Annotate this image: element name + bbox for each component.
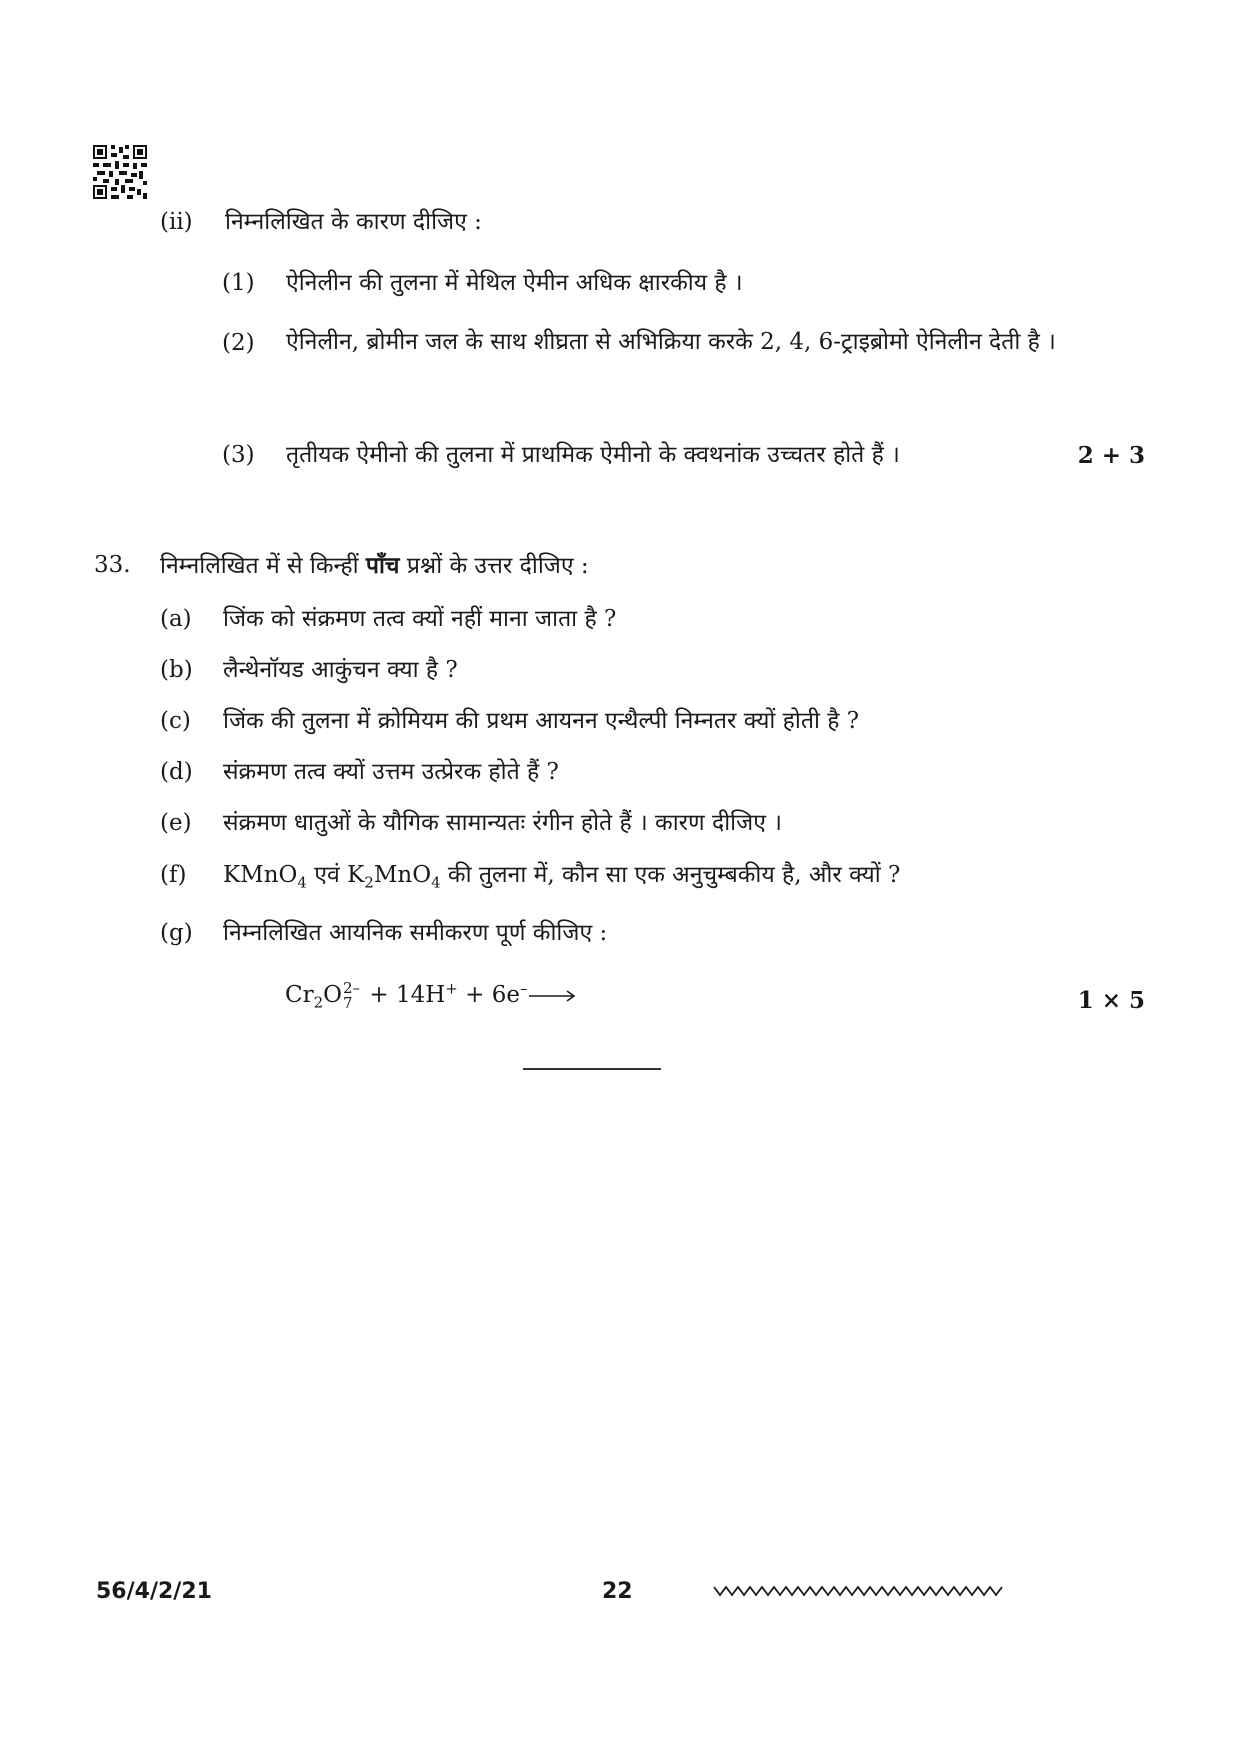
item-1-number: (1) <box>222 270 255 296</box>
eq-o-stack <box>343 981 360 1011</box>
eq-o-superscript: 2– <box>343 979 361 997</box>
option-f-label: (f) <box>160 862 187 888</box>
item-2-text: ऐनिलीन, ब्रोमीन जल के साथ शीघ्रता से अभिक्रिया करके 2, 4, 6-ट्राइब्रोमो ऐनिलीन देती है । <box>286 329 1056 355</box>
kmno4: KMnO <box>223 862 298 888</box>
option-c-label: (c) <box>160 708 191 734</box>
option-a-text: जिंक को संक्रमण तत्व क्यों नहीं माना जाता है ? <box>223 606 617 632</box>
page-number: 22 <box>602 1579 633 1604</box>
part-ii-label: (ii) <box>160 209 193 235</box>
option-f-text <box>223 860 900 891</box>
item-3-text: तृतीयक ऐमीनो की तुलना में प्राथमिक ऐमीनो के क्वथनांक उच्चतर होते हैं । <box>286 442 900 468</box>
eq-e: + 6e <box>457 982 520 1008</box>
eq-h: + 14H <box>362 982 446 1008</box>
part-ii-marks: 2 + 3 <box>1077 442 1145 469</box>
option-g-label: (g) <box>160 920 193 946</box>
option-e-text: संक्रमण धातुओं के यौगिक सामान्यतः रंगीन होते हैं । कारण दीजिए । <box>223 810 782 836</box>
option-e-label: (e) <box>160 810 192 836</box>
k2-subscript: 2 <box>364 873 374 892</box>
item-2-number: (2) <box>222 330 255 356</box>
option-b-label: (b) <box>160 657 193 683</box>
qr-code-icon <box>93 145 147 199</box>
ionic-equation <box>285 980 577 1011</box>
q33-marks: 1 × 5 <box>1077 987 1145 1014</box>
question-33-number: 33. <box>94 552 131 578</box>
option-b-text: लैन्थेनॉयड आकुंचन क्या है ? <box>223 657 458 683</box>
prompt-before: निम्नलिखित में से किन्हीं <box>160 553 366 579</box>
footer-code: 56/4/2/21 <box>96 1579 212 1604</box>
k2mno4-mno: MnO <box>373 862 432 888</box>
option-a-label: (a) <box>160 606 192 632</box>
end-rule <box>523 1068 661 1070</box>
eq-h-superscript: + <box>445 979 458 998</box>
wavy-line-icon <box>712 1582 1008 1598</box>
prompt-after: प्रश्नों के उत्तर दीजिए : <box>399 553 589 579</box>
option-d-text: संक्रमण तत्व क्यों उत्तम उत्प्रेरक होते हैं ? <box>223 759 559 785</box>
reaction-arrow-icon <box>527 989 577 1003</box>
item-1-text: ऐनिलीन की तुलना में मेथिल ऐमीन अधिक क्षारकीय है । <box>286 270 743 296</box>
option-c-text: जिंक की तुलना में क्रोमियम की प्रथम आयनन एन्थैल्पी निम्नतर क्यों होती है ? <box>223 708 860 734</box>
and-word: एवं <box>306 862 348 888</box>
option-d-label: (d) <box>160 759 193 785</box>
eq-e-superscript: – <box>519 979 528 998</box>
question-33-prompt <box>160 550 589 582</box>
eq-o: O <box>323 982 342 1008</box>
eq-cr-subscript: 2 <box>313 993 324 1012</box>
kmno4-subscript: 4 <box>297 873 307 892</box>
option-g-text: निम्नलिखित आयनिक समीकरण पूर्ण कीजिए : <box>223 920 608 946</box>
k2mno4-k: K <box>347 862 365 888</box>
option-f-rest: की तुलना में, कौन सा एक अनुचुम्बकीय है, और क्यों ? <box>440 862 901 888</box>
k2mno4-subscript: 4 <box>431 873 441 892</box>
eq-o-subscript: 7 <box>343 994 353 1012</box>
item-3-number: (3) <box>222 442 255 468</box>
prompt-bold: पाँच <box>365 552 400 579</box>
part-ii-prompt: निम्नलिखित के कारण दीजिए : <box>225 209 482 235</box>
eq-cr: Cr <box>285 982 314 1008</box>
